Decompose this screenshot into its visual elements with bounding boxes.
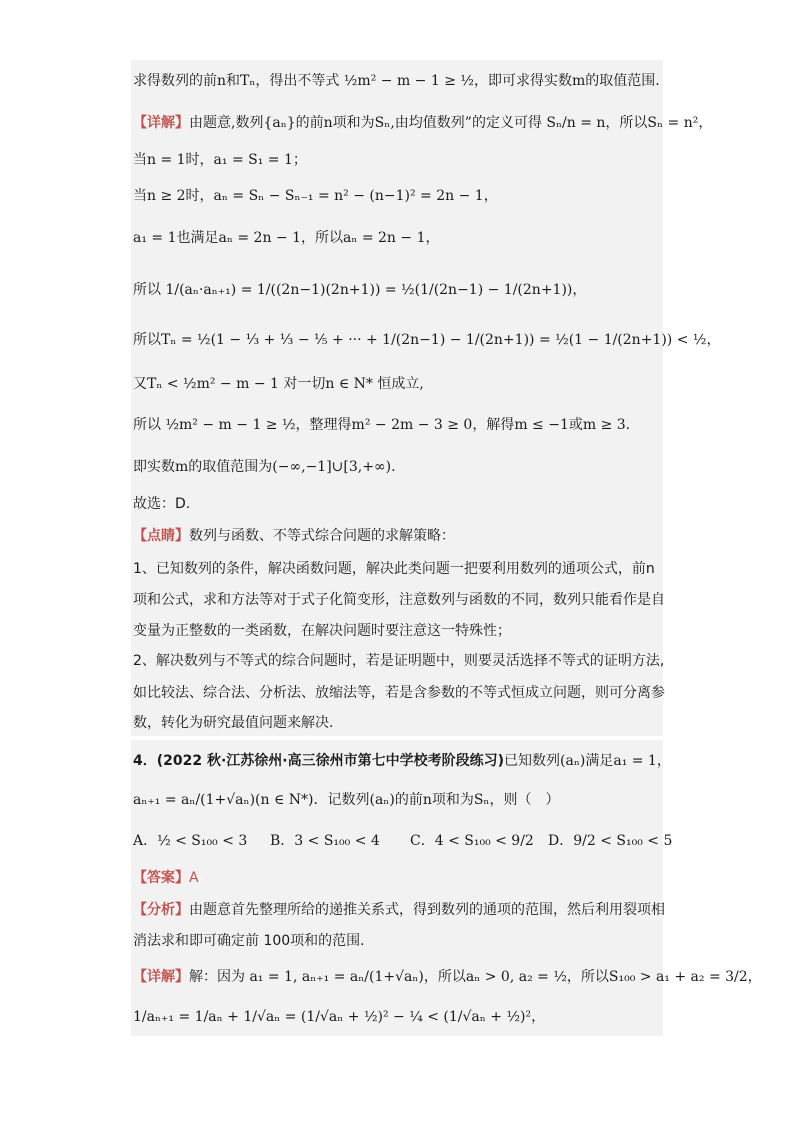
question-4-stem-text: 已知数列(aₙ)满足a₁ = 1，: [504, 753, 671, 769]
answer-line: [133, 869, 661, 887]
tip1-line-2: 项和公式，求和方法等对于式子化简变形，注意数列与函数的不同，数列只能看作是自: [133, 592, 665, 608]
tip-text: 数列与函数、不等式综合问题的求解策略：: [189, 528, 455, 544]
analysis-line-2: 消法求和即可确定前 100项和的范围.: [133, 933, 365, 949]
tip-line: [133, 527, 661, 545]
analysis-text: 由题意首先整理所给的递推关系式，得到数列的通项的范围，然后利用裂项相: [189, 902, 665, 918]
q4-detail-label: 【详解】: [133, 969, 189, 985]
q4-detail-text: 解：因为 a₁ = 1, aₙ₊₁ = aₙ/(1+√aₙ)，所以aₙ > 0, a₂ = ½，所以S₁₀₀ > a₁ + a₂ = 3/2，: [189, 969, 762, 985]
detail-line-1: [133, 114, 713, 132]
solution-panel-q4: [131, 740, 663, 1036]
detail-label: 【详解】: [133, 115, 189, 131]
analysis-label: 【分析】: [133, 902, 189, 918]
inequality-condition-line: 又Tₙ < ½m² − m − 1 对一切n ∈ N* 恒成立,: [133, 376, 424, 392]
q4-detail-line-1: [133, 968, 762, 986]
tip1-line-3: 变量为正整数的一类函数，在解决问题时要注意这一特殊性；: [133, 623, 511, 639]
tip2-line-1: 2、解决数列与不等式的综合问题时，若是证明题中，则要灵活选择不等式的证明方法,: [133, 653, 665, 669]
solve-m-line: 所以 ½m² − m − 1 ≥ ½，整理得m² − 2m − 3 ≥ 0，解得m ≤ −1或m ≥ 3.: [133, 417, 631, 433]
question-4-source: 4．(2022 秋·江苏徐州·高三徐州市第七中学校考阶段练习): [133, 753, 505, 769]
question-4-stem-line-2: aₙ₊₁ = aₙ/(1+√aₙ)(n ∈ N*)．记数列(aₙ)的前n项和为Sₙ，则（ ）: [133, 792, 560, 808]
case-n1-line: 当n = 1时，a₁ = S₁ = 1；: [133, 152, 307, 168]
detail-text: 由题意,数列{aₙ}的前n项和为Sₙ,由均值数列”的定义可得 Sₙ/n = n，所以Sₙ = n²，: [189, 115, 713, 131]
tip1-line-1: 1、已知数列的条件，解决函数问题，解决此类问题一把要利用数列的通项公式，前n: [133, 561, 655, 577]
telescoping-sum-line: 所以Tₙ = ½(1 − ⅓ + ⅓ − ⅕ + ··· + 1/(2n−1) − 1/(2n+1)) = ½(1 − 1/(2n+1)) < ½，: [133, 332, 721, 348]
choice-line: 故选：D.: [133, 496, 191, 512]
option-d: D．9/2 < S₁₀₀ < 5: [548, 833, 673, 849]
analysis-line-1: [133, 901, 665, 919]
option-c: C．4 < S₁₀₀ < 9/2: [410, 833, 534, 849]
answer-label: 【答案】: [133, 870, 189, 886]
intro-line: 求得数列的前n和Tₙ，得出不等式 ½m² − m − 1 ≥ ½，即可求得实数m的取值范围.: [133, 73, 660, 89]
tip2-line-2: 如比较法、综合法、分析法、放缩法等，若是含参数的不等式恒成立问题，则可分离参: [133, 685, 665, 701]
question-4-stem-line-1: [133, 752, 671, 770]
answer-value: A: [189, 870, 199, 886]
q4-detail-line-2: 1/aₙ₊₁ = 1/aₙ + 1/√aₙ = (1/√aₙ + ½)² − ¼ < (1/√aₙ + ½)²，: [133, 1009, 546, 1025]
option-b: B．3 < S₁₀₀ < 4: [270, 833, 380, 849]
tip-label: 【点睛】: [133, 528, 189, 544]
case-n2-line: 当n ≥ 2时，aₙ = Sₙ − Sₙ₋₁ = n² − (n−1)² = 2n − 1，: [133, 188, 498, 204]
partial-fraction-line: 所以 1/(aₙ·aₙ₊₁) = 1/((2n−1)(2n+1)) = ½(1/(2n−1) − 1/(2n+1))，: [133, 282, 587, 298]
range-result-line: 即实数m的取值范围为(−∞,−1]∪[3,+∞).: [133, 459, 396, 475]
tip2-line-3: 数，转化为研究最值问题来解决.: [133, 715, 334, 731]
general-term-line: a₁ = 1也满足aₙ = 2n − 1，所以aₙ = 2n − 1，: [133, 230, 440, 246]
option-a: A．½ < S₁₀₀ < 3: [133, 833, 248, 849]
